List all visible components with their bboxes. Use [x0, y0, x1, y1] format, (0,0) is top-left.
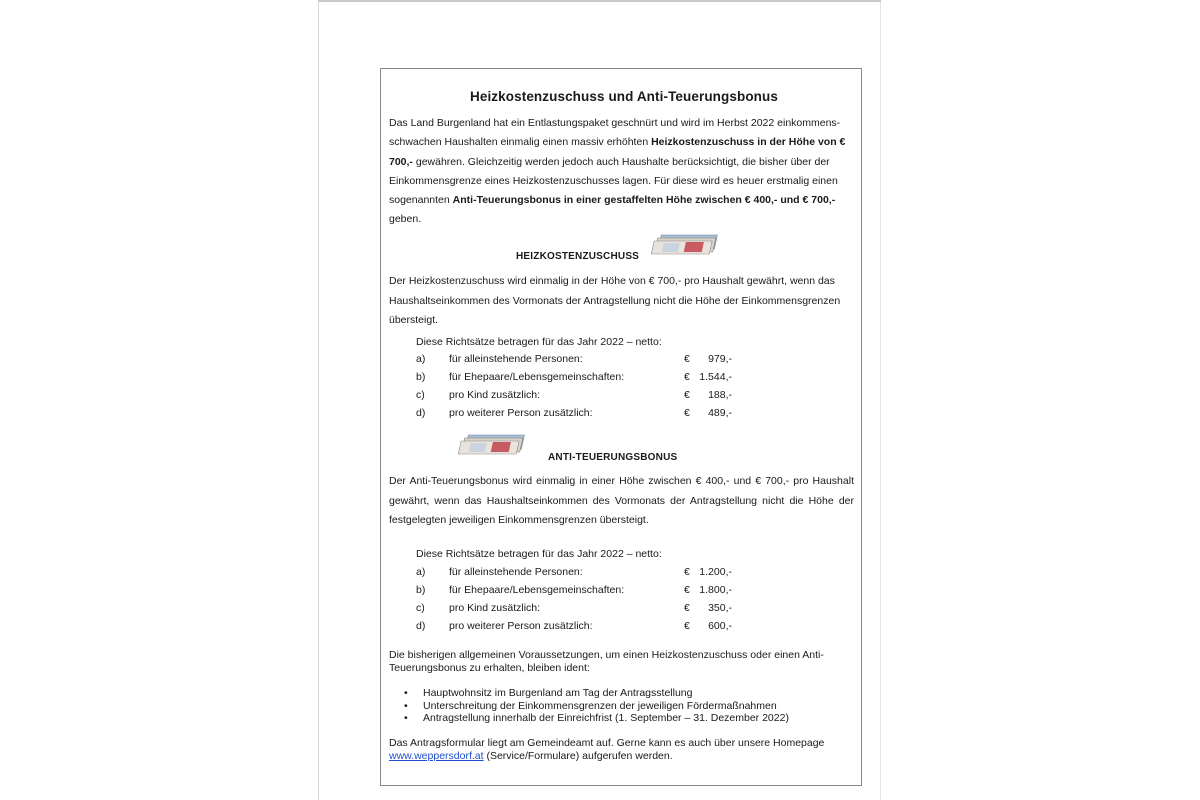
- rate-amount: 1.544,-: [699, 371, 732, 383]
- rate-label: für Ehepaare/Lebensgemeinschaften:: [449, 584, 625, 596]
- intro-highlight-heizkosten: Heizkostenzuschuss in der Höhe von € 700,-: [389, 136, 846, 168]
- scan-page-edge-top: [318, 0, 881, 2]
- rate-label: pro Kind zusätzlich:: [449, 602, 541, 614]
- scan-page-edge-right: [880, 0, 881, 800]
- intro-text: Das Land Burgenland hat ein Entlastungspaket geschnürt und wird im Herbst 2022 einkommens-schwachen Haushalten einmalig einen massiv erhöhten: [389, 117, 841, 149]
- footer-text: (Service/Formulare) aufgerufen werden.: [483, 750, 673, 762]
- rate-amount: 600,-: [708, 620, 732, 632]
- anti-teuerung-rates-intro: Diese Richtsätze betragen für das Jahr 2022 – netto:: [416, 548, 662, 560]
- euro-banknotes-icon: [648, 232, 724, 256]
- anti-teuerung-paragraph: Der Anti-Teuerungsbonus wird einmalig in einer Höhe zwischen € 400,- und € 700,- pro Haushalt gewährt, wenn das Haushaltseinkommen des Vormonats der Antragstellung nicht die Höhe der festgelegten jeweiligen Einkommensgrenzen übersteigt.: [389, 475, 854, 526]
- rate-label: pro weiterer Person zusätzlich:: [449, 620, 593, 632]
- rate-amount: 350,-: [708, 602, 732, 614]
- rate-label: für alleinstehende Personen:: [449, 353, 583, 365]
- rate-currency: €: [684, 407, 690, 419]
- heizkosten-paragraph: Der Heizkostenzuschuss wird einmalig in der Höhe von € 700,- pro Haushalt gewährt, wenn das Haushaltseinkommen des Vormonats der Antragstellung nicht die Höhe der Einkommensgrenzen übersteigt.: [389, 275, 841, 326]
- footer-text: Das Antragsformular liegt am Gemeindeamt auf. Gerne kann es auch über unsere Homepage: [389, 737, 825, 749]
- rate-currency: €: [684, 602, 690, 614]
- rate-currency: €: [684, 584, 690, 596]
- homepage-link[interactable]: www.weppersdorf.at: [389, 750, 484, 762]
- list-item: • Antragstellung innerhalb der Einreichfrist (1. September – 31. Dezember 2022): [404, 712, 789, 725]
- rate-label: für Ehepaare/Lebensgemeinschaften:: [449, 371, 625, 383]
- rate-amount: 979,-: [708, 353, 732, 365]
- rate-currency: €: [684, 371, 690, 383]
- rate-letter: c): [416, 389, 425, 401]
- requirements-list: [404, 687, 789, 725]
- intro-text: gewähren. Gleichzeitig werden jedoch auch Haushalte berücksichtigt, die bisher über der Einkommensgrenze eines Heizkostenzuschusses lagen. Für diese wird es heuer erstmalig einen sogenannten: [389, 155, 838, 207]
- rate-label: pro weiterer Person zusätzlich:: [449, 407, 593, 419]
- rate-amount: 1.200,-: [699, 566, 732, 578]
- rate-amount: 188,-: [708, 389, 732, 401]
- intro-paragraph: [389, 114, 854, 230]
- intro-text: geben.: [389, 213, 422, 226]
- list-item: • Unterschreitung der Einkommensgrenzen der jeweiligen Fördermaßnahmen: [404, 700, 789, 713]
- rate-label: pro Kind zusätzlich:: [449, 389, 541, 401]
- rate-letter: a): [416, 566, 426, 578]
- rate-letter: d): [416, 620, 426, 632]
- document-title: Heizkostenzuschuss und Anti-Teuerungsbonus: [470, 89, 778, 104]
- rate-label: für alleinstehende Personen:: [449, 566, 583, 578]
- list-item: • Hauptwohnsitz im Burgenland am Tag der Antragsstellung: [404, 687, 789, 700]
- rate-currency: €: [684, 353, 690, 365]
- rate-letter: c): [416, 602, 425, 614]
- scan-page-edge-left: [318, 0, 319, 800]
- intro-highlight-bonus: Anti-Teuerungsbonus in einer gestaffelten Höhe zwischen € 400,- und € 700,-: [452, 194, 836, 207]
- footer-paragraph: [389, 737, 849, 763]
- rate-letter: d): [416, 407, 426, 419]
- rate-letter: b): [416, 371, 426, 383]
- requirements-intro: Die bisherigen allgemeinen Voraussetzungen, um einen Heizkostenzuschuss oder einen Anti-Teuerungsbonus zu erhalten, bleiben ident:: [389, 649, 824, 674]
- heizkosten-heading: HEIZKOSTENZUSCHUSS: [516, 251, 640, 262]
- rate-amount: 1.800,-: [699, 584, 732, 596]
- anti-teuerung-heading: ANTI-TEUERUNGSBONUS: [548, 452, 678, 463]
- rate-letter: b): [416, 584, 426, 596]
- rate-currency: €: [684, 620, 690, 632]
- rate-currency: €: [684, 389, 690, 401]
- rate-currency: €: [684, 566, 690, 578]
- euro-banknotes-icon: [455, 432, 531, 456]
- heizkosten-rates-intro: Diese Richtsätze betragen für das Jahr 2022 – netto:: [416, 336, 662, 348]
- rate-letter: a): [416, 353, 426, 365]
- rate-amount: 489,-: [708, 407, 732, 419]
